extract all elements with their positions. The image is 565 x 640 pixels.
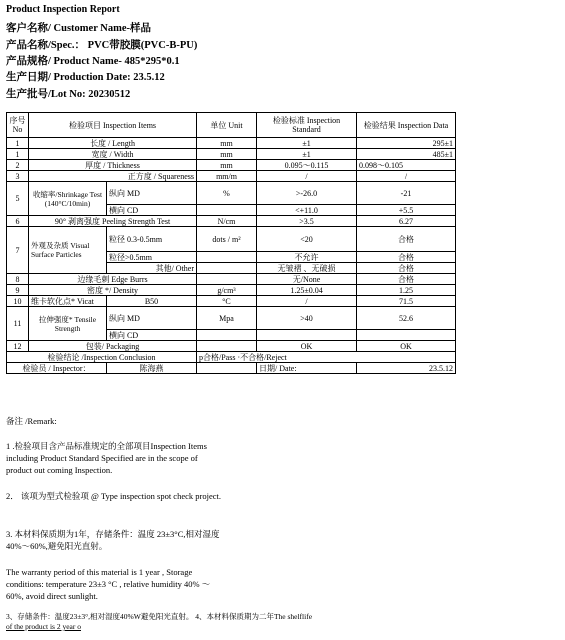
row-item: 拉伸强度* Tensile Strength [29,307,107,341]
row-condition: B50 [107,296,197,307]
conclusion-value: p合格/Pass ·不合格/Reject [197,352,456,363]
remark-5-line-1: 3、存储条件：温度23±3°,相对湿度40%W避免阳光直射。 4、本材料保质期为二年The shelflife [6,612,313,621]
row-subitem: 横向 CD [107,330,197,341]
row-item: 包装/ Packaging [29,341,197,352]
row-no: 8 [7,274,29,285]
row-unit: % [197,182,257,205]
header-standard: 检验标准 Inspection Standard [257,113,357,138]
table-row [7,171,456,182]
remark-5-line-2: of the product is 2 year o [6,622,81,631]
row-no: 1 [7,138,29,149]
row-no: 6 [7,216,29,227]
row-unit [197,341,257,352]
row-data: 71.5 [357,296,456,307]
table-row [7,160,456,171]
conclusion-row [7,352,456,363]
lot-no-line: 生产批号/Lot No: 20230512 [6,89,131,100]
row-unit: mm [197,149,257,160]
row-data: 485±1 [357,149,456,160]
row-standard: ±1 [257,149,357,160]
row-data: 合格 [357,263,456,274]
row-standard: <+11.0 [257,205,357,216]
row-unit [197,274,257,285]
row-standard: / [257,171,357,182]
header-unit: 单位 Unit [197,113,257,138]
table-row [7,138,456,149]
row-no: 7 [7,227,29,274]
row-item: 维卡软化点* Vicat [29,296,107,307]
row-unit: mm [197,138,257,149]
row-standard: 无/None [257,274,357,285]
row-item: 密度 */ Density [29,285,197,296]
row-unit: mm [197,160,257,171]
row-item: 外观及杂质 Visual Surface Particles [29,227,107,274]
remark-5 [6,612,326,632]
row-data: 0.098～0.105 [357,160,456,171]
row-data: 合格 [357,252,456,263]
row-unit: g/cm³ [197,285,257,296]
row-subitem: 其他/ Other [107,263,197,274]
row-no: 3 [7,171,29,182]
row-data: -21 [357,182,456,205]
row-standard: 不允许 [257,252,357,263]
row-item: 宽度 / Width [29,149,197,160]
row-standard [257,330,357,341]
row-data: 295±1 [357,138,456,149]
row-subitem: 纵向 MD [107,307,197,330]
row-subitem: 横向 CD [107,205,197,216]
row-no: 12 [7,341,29,352]
row-no: 11 [7,307,29,341]
table-row [7,216,456,227]
row-item: 边缘毛刺 Edge Burrs [29,274,197,285]
row-data: 合格 [357,227,456,252]
product-name-line: 产品规格/ Product Name- 485*295*0.1 [6,56,180,67]
row-no: 5 [7,182,29,216]
row-standard: >-26.0 [257,182,357,205]
table-row [7,227,456,252]
remark-4: The warranty period of this material is 1 year , Storage conditions: temperature 23±3 °C , relative humidity 40% ～60%, avoid direct sunlight. [6,567,211,601]
date-value: 23.5.12 [357,363,456,374]
row-standard: / [257,296,357,307]
report-title: Product Inspection Report [6,4,120,15]
row-data: OK [357,341,456,352]
inspector-name: 陈海燕 [107,363,197,374]
row-standard: 1.25±0.04 [257,285,357,296]
table-row [7,149,456,160]
table-header-row [7,113,456,138]
row-data: +5.5 [357,205,456,216]
header-data: 检验结果 Inspection Data [357,113,456,138]
production-date-line: 生产日期/ Production Date: 23.5.12 [6,72,165,83]
row-unit: °C [197,296,257,307]
row-no: 10 [7,296,29,307]
remark-1: 1 .检验项目含产品标准规定的全部项目Inspection Items including Product Standard Specified are in the scope of product out coming Inspection. [6,441,207,475]
conclusion-label: 检验结论 /Inspection Conclusion [7,352,197,363]
row-standard: 无皱褶 、无破损 [257,263,357,274]
row-standard: >3.5 [257,216,357,227]
table-row [7,285,456,296]
row-data [357,330,456,341]
row-item: 正方度 / Squareness [29,171,197,182]
row-data: 52.6 [357,307,456,330]
row-unit: Mpa [197,307,257,330]
remark-3: 3. 本材料保质期为1年，存储条件：温度 23±3°C,相对湿度40%～60%,避免阳光直射。 [6,529,220,551]
row-subitem: 粒径>0.5mm [107,252,197,263]
row-data: 合格 [357,274,456,285]
table-row [7,307,456,330]
row-item: 收缩率/Shrinkage Test (140°C/10min) [29,182,107,216]
inspector-label: 检验员 / Inspector： [7,363,107,374]
row-item: 90° 剥离强度 Peeling Strength Test [29,216,197,227]
table-row [7,296,456,307]
row-standard: >40 [257,307,357,330]
header-items: 检验项目 Inspection Items [29,113,197,138]
table-row [7,274,456,285]
row-subitem: 粒径 0.3-0.5mm [107,227,197,252]
inspection-table [6,112,456,374]
inspector-row [7,363,456,374]
row-data: 6.27 [357,216,456,227]
row-standard: 0.095～0.115 [257,160,357,171]
row-standard: <20 [257,227,357,252]
row-standard: ±1 [257,138,357,149]
row-data: 1.25 [357,285,456,296]
row-unit: mm/m [197,171,257,182]
row-unit: dots / m² [197,227,257,252]
row-standard: OK [257,341,357,352]
remark-heading: 备注 /Remark: [6,416,57,426]
header-no: 序号 No [7,113,29,138]
row-data: / [357,171,456,182]
row-no: 1 [7,149,29,160]
table-row [7,341,456,352]
table-row [7,182,456,205]
row-unit: N/cm [197,216,257,227]
row-no: 9 [7,285,29,296]
row-item: 长度 / Length [29,138,197,149]
customer-name: 客户名称/ Customer Name-样品 [6,23,152,34]
row-item: 厚度 / Thickness [29,160,197,171]
remark-2: 2． 该项为型式检验项 @ Type inspection spot check project. [6,491,221,501]
spec-line: 产品名称/Spec.： PVC带胶膜(PVC-B-PU) [6,40,198,51]
row-subitem: 纵向 MD [107,182,197,205]
date-label: 日期/ Date: [257,363,357,374]
row-no: 2 [7,160,29,171]
